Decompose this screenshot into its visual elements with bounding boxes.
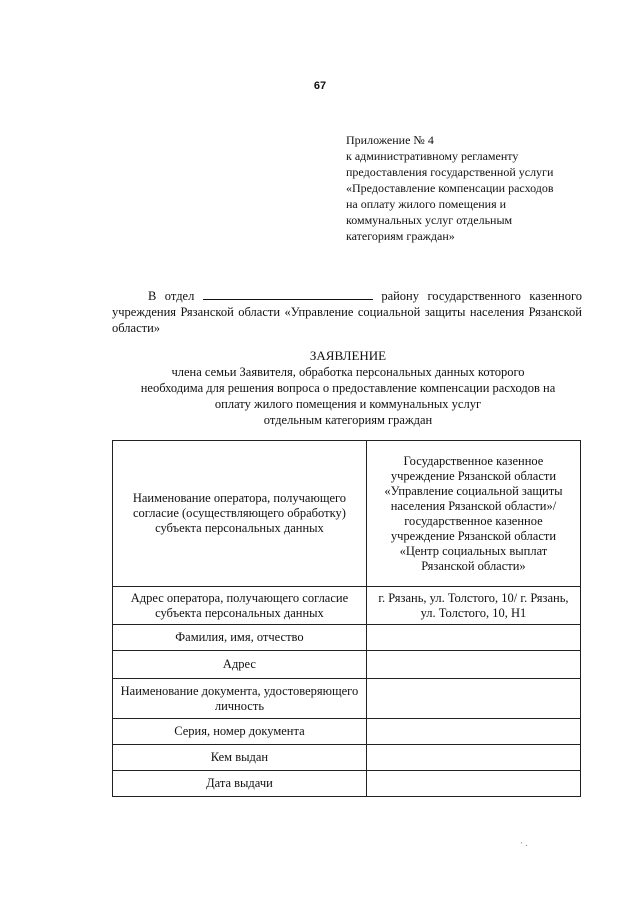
appendix-line: на оплату жилого помещения и [346, 197, 507, 211]
table-row [113, 771, 581, 797]
statement-subtitle-line: члена семьи Заявителя, обработка персональных данных которого [171, 365, 525, 379]
row-value-input[interactable] [366, 625, 580, 651]
appendix-line: коммунальных услуг отдельным [346, 213, 513, 227]
row-label: Дата выдачи [113, 771, 367, 797]
appendix-line: категориям граждан» [346, 229, 455, 243]
consent-table [112, 440, 581, 797]
addressee-block [112, 288, 582, 336]
row-label: Наименование документа, удостоверяющего личность [113, 679, 367, 719]
row-value-input[interactable] [366, 771, 580, 797]
row-label: Серия, номер документа [113, 719, 367, 745]
appendix-line: Приложение № 4 [346, 133, 434, 147]
row-value: г. Рязань, ул. Толстого, 10/ г. Рязань, ул. Толстого, 10, Н1 [366, 587, 580, 625]
statement-subtitle-line: оплату жилого помещения и коммунальных услуг [214, 397, 482, 411]
addressee-suffix: району государственного казенного учреждения Рязанской области «Управление социальной защиты населения Рязанской области» [112, 289, 583, 335]
page-number: 67 [313, 80, 327, 92]
row-value: Государственное казенное учреждение Рязанской области «Управление социальной защиты населения Рязанской области»/ государственное казенное учреждение Рязанской области «Центр социальных выплат Рязанской области» [366, 441, 580, 587]
statement-title: ЗАЯВЛЕНИЕ [309, 348, 387, 363]
statement-subtitle-line: отдельным категориям граждан [263, 413, 433, 427]
department-blank-field[interactable] [203, 288, 373, 300]
scan-artifact: · . [520, 838, 528, 848]
table-row [113, 625, 581, 651]
appendix-header [346, 132, 596, 244]
row-value-input[interactable] [366, 719, 580, 745]
appendix-line: предоставления государственной услуги [346, 165, 554, 179]
table-row [113, 679, 581, 719]
table-row [113, 587, 581, 625]
row-label: Адрес оператора, получающего согласие субъекта персональных данных [113, 587, 367, 625]
statement-heading [112, 348, 584, 428]
appendix-line: к административному регламенту [346, 149, 519, 163]
table-row [113, 651, 581, 679]
addressee-prefix: В отдел [148, 289, 195, 303]
row-value-input[interactable] [366, 745, 580, 771]
row-label: Фамилия, имя, отчество [113, 625, 367, 651]
row-value-input[interactable] [366, 651, 580, 679]
table-row [113, 719, 581, 745]
appendix-line: «Предоставление компенсации расходов [346, 181, 554, 195]
row-label: Адрес [113, 651, 367, 679]
row-value-input[interactable] [366, 679, 580, 719]
table-row [113, 745, 581, 771]
table-row [113, 441, 581, 587]
statement-subtitle-line: необходима для решения вопроса о предоставление компенсации расходов на [140, 381, 556, 395]
row-label: Кем выдан [113, 745, 367, 771]
row-label: Наименование оператора, получающего согласие (осуществляющего обработку) субъекта персональных данных [113, 441, 367, 587]
